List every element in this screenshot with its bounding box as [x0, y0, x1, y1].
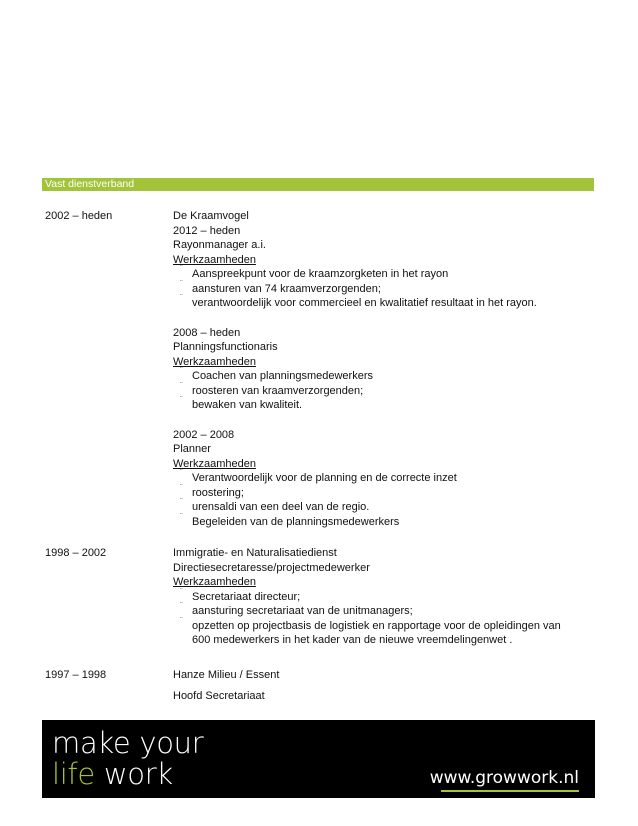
bullet-icon: ¨ — [180, 278, 183, 288]
bullet-icon: ¨ — [180, 586, 183, 596]
task-item: ¨ Verantwoordelijk voor de planning en de correcte inzet — [180, 468, 457, 484]
task-item: ¨ Coachen van planningsmedewerkers — [180, 366, 373, 382]
role-period: 2008 – heden — [173, 326, 241, 339]
entry-details — [173, 668, 593, 703]
task-item: ¨ urensaldi van een deel van de regio. — [180, 497, 370, 513]
bullet-icon: ¨ — [180, 264, 183, 273]
entry-period: 1997 – 1998 — [45, 669, 107, 681]
section-header: Vast dienstverband — [42, 178, 594, 191]
task-item: ¨ Begeleiden van de planningsmedewerkers — [180, 511, 400, 528]
task-item: ¨ aansturen van 74 kraamverzorgenden; — [180, 278, 381, 295]
task-item: ¨ Secretariaat directeur; — [180, 586, 301, 603]
tasks-heading: Werkzaamheden — [173, 253, 256, 266]
task-item: ¨ verantwoordelijk voor commercieel en kwalitatief resultaat in het rayon. — [180, 293, 537, 309]
slogan-word-work: work — [94, 757, 173, 791]
entry-details — [173, 209, 593, 529]
role-period: 2002 – 2008 — [173, 428, 235, 441]
role-title: Directiesecretaresse/projectmedewerker — [173, 561, 370, 574]
tasks-heading: Werkzaamheden — [173, 457, 256, 470]
task-item: ¨ Aanspreekpunt voor de kraamzorgketen in het rayon — [180, 264, 449, 280]
bullet-icon: ¨ — [180, 380, 183, 390]
role-title: Planningsfunctionaris — [173, 341, 278, 353]
role-title: Planner — [173, 443, 211, 455]
url-underline — [441, 790, 579, 792]
organization: De Kraamvogel — [173, 210, 249, 222]
role-period: 2012 – heden — [173, 224, 241, 237]
organization: Hanze Milieu / Essent — [173, 669, 280, 681]
entry-period: 2002 – heden — [45, 210, 113, 222]
slogan-line-1: make your — [52, 726, 204, 760]
footer-banner — [42, 720, 595, 798]
bullet-icon: ¨ — [180, 468, 183, 477]
bullet-icon: ¨ — [180, 293, 183, 302]
bullet-icon: ¨ — [180, 511, 183, 521]
bullet-icon: ¨ — [180, 366, 183, 375]
slogan-word-life: life — [52, 757, 95, 791]
website-link[interactable]: www.growwork.nl — [429, 768, 579, 788]
entry-details — [173, 546, 593, 648]
role-title: Rayonmanager a.i. — [173, 239, 266, 251]
bullet-icon: ¨ — [180, 482, 183, 492]
task-item: ¨ roostering; — [180, 482, 244, 499]
slogan — [52, 728, 203, 790]
task-item: ¨ bewaken van kwaliteit. — [180, 395, 303, 411]
entry-period: 1998 – 2002 — [45, 547, 107, 559]
task-item: ¨ opzetten op projectbasis de logistiek en rapportage voor de opleidingen van 600 medewerkers in het kader van de nieuwe vreemdelingenwet . — [180, 615, 561, 646]
task-item: ¨ aansturing secretariaat van de unitmanagers; — [180, 601, 413, 617]
bullet-icon: ¨ — [180, 601, 183, 610]
bullet-icon: ¨ — [180, 395, 183, 404]
organization: Immigratie- en Naturalisatiedienst — [173, 547, 337, 559]
bullet-icon: ¨ — [180, 615, 183, 625]
bullet-icon: ¨ — [180, 497, 183, 506]
task-item: ¨ roosteren van kraamverzorgenden; — [180, 380, 364, 397]
role-title: Hoofd Secretariaat — [173, 689, 265, 702]
tasks-heading: Werkzaamheden — [173, 355, 256, 368]
slogan-line-2 — [52, 759, 203, 790]
tasks-heading: Werkzaamheden — [173, 576, 256, 588]
